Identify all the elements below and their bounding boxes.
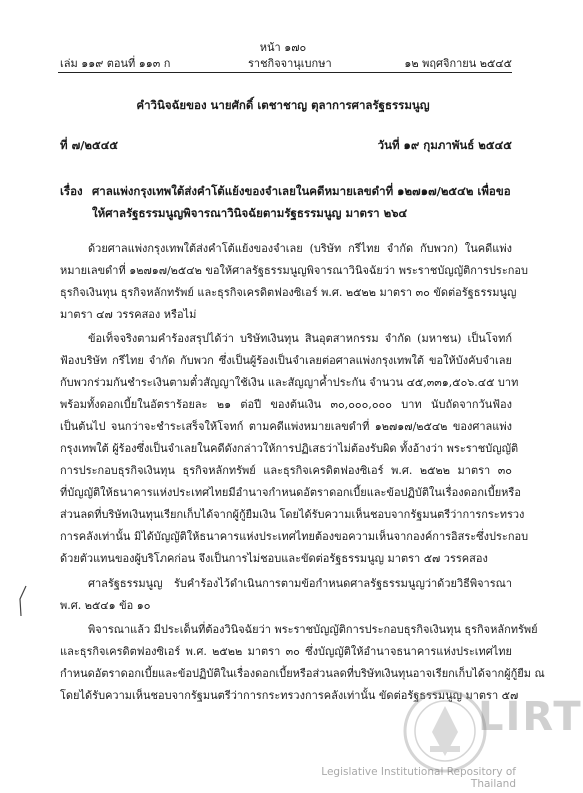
body-line: และธุรกิจเครดิตฟองซิเอร์ พ.ศ. ๒๕๒๒ มาตรา ๓๐ ซึ่งบัญญัติให้อำนาจธนาคารแห่งประเทศไทย (60, 645, 512, 658)
body-line: ข้อเท็จจริงตามคำร้องสรุปได้ว่า บริษัทเงินทุน สินอุตสาหกรรม จำกัด (มหาชน) เป็นโจทก์ (88, 332, 512, 345)
ruling-number: ที่ ๗/๒๕๔๕ (60, 138, 119, 152)
body-line: ศาลรัฐธรรมนูญ รับคำร้องไว้ดำเนินการตามข้อกำหนดศาลรัฐธรรมนูญว่าด้วยวิธีพิจารณา (88, 577, 512, 590)
body-line: การประกอบธุรกิจเงินทุน ธุรกิจหลักทรัพย์ และธุรกิจเครดิตฟองซิเอร์ พ.ศ. ๒๕๒๒ มาตรา ๓๐ (60, 464, 512, 477)
gazette-name: ราชกิจจานุเบกษา (248, 57, 332, 70)
body-line: มาตรา ๔๗ วรรคสอง หรือไม่ (60, 308, 197, 321)
body-line: กับพวกร่วมกันชำระเงินตามตั๋วสัญญาใช้เงิน และสัญญาค้ำประกัน จำนวน ๔๕,๓๓๑,๕๐๖.๔๕ บาท (60, 376, 519, 389)
body-line: ฟ้องบริษัท กรีไทย จำกัด กับพวก ซึ่งเป็นผู้ร้องเป็นจำเลยต่อศาลแพ่งกรุงเทพใต้ ขอให้บังคับจำเลย (60, 354, 512, 367)
body-line: โดยได้รับความเห็นชอบจากรัฐมนตรีว่าการกระทรวงการคลังเท่านั้น ขัดต่อรัฐธรรมนูญ มาตรา ๕๗ (60, 689, 519, 702)
repository-caption: Legislative Institutional Repository of Thailand (321, 766, 516, 790)
header-rule (58, 72, 512, 73)
body-line: กรุงเทพใต้ ผู้ร้องซึ่งเป็นจำเลยในคดีดังกล่าวให้การปฏิเสธว่าไม่ต้องรับผิด ทั้งอ้างว่า พระราชบัญญัติ (60, 442, 519, 455)
margin-bracket-mark (18, 585, 28, 617)
body-line: การคลังเท่านั้น มิได้บัญญัติให้ธนาคารแห่งประเทศไทยต้องขอความเห็นจากองค์การอิสระซึ่งประกอบ (60, 530, 529, 543)
body-line: ที่บัญญัติให้ธนาคารแห่งประเทศไทยมีอำนาจกำหนดอัตราดอกเบี้ยและข้อปฏิบัติในเรื่องดอกเบี้ยหรือ (60, 486, 521, 499)
body-line: ส่วนลดที่บริษัทเงินทุนเรียกเก็บได้จากผู้กู้ยืมเงิน โดยได้รับความเห็นชอบจากรัฐมนตรีว่าการกระทรวง (60, 508, 525, 521)
lirt-logo-watermark: LIRT (478, 694, 583, 740)
body-line: ด้วยตัวแทนของผู้บริโภคก่อน จึงเป็นการไม่ชอบและขัดต่อรัฐธรรมนูญ มาตรา ๕๗ วรรคสอง (60, 552, 488, 565)
body-line: ธุรกิจเงินทุน ธุรกิจหลักทรัพย์ และธุรกิจเครดิตฟองซิเอร์ พ.ศ. ๒๕๒๒ มาตรา ๓๐ ขัดต่อรัฐธรรมนูญ (60, 286, 517, 299)
volume-issue: เล่ม ๑๑๙ ตอนที่ ๑๑๓ ก (60, 57, 171, 70)
gazette-date: ๑๒ พฤศจิกายน ๒๕๔๕ (404, 57, 512, 70)
body-line: พ.ศ. ๒๕๔๑ ข้อ ๑๐ (60, 599, 151, 612)
page-number: หน้า ๑๗๐ (259, 41, 307, 54)
ruling-date: วันที่ ๑๙ กุมภาพันธ์ ๒๕๔๕ (377, 138, 512, 152)
subject-text: ศาลแพ่งกรุงเทพใต้ส่งคำโต้แย้งของจำเลยในคดีหมายเลขดำที่ ๑๒๗๑๗/๒๕๔๒ เพื่อขอให้ศาลรัฐธรรมนูญพิจารณาวินิจฉัยตามรัฐธรรมนูญ มาตรา ๒๖๔ (92, 184, 511, 220)
body-line: พิจารณาแล้ว มีประเด็นที่ต้องวินิจฉัยว่า พระราชบัญญัติการประกอบธุรกิจเงินทุน ธุรกิจหลักทรัพย์ (88, 623, 538, 636)
body-line: ด้วยศาลแพ่งกรุงเทพใต้ส่งคำโต้แย้งของจำเลย (บริษัท กรีไทย จำกัด กับพวก) ในคดีแพ่ง (88, 242, 512, 255)
body-line: หมายเลขดำที่ ๑๒๗๑๗/๒๕๔๒ ขอให้ศาลรัฐธรรมนูญพิจารณาวินิจฉัยว่า พระราชบัญญัติการประกอบ (60, 264, 528, 277)
ruling-title: คำวินิจฉัยของ นายศักดิ์ เตชาชาญ ตุลาการศาลรัฐธรรมนูญ (136, 98, 430, 112)
body-line: เป็นต้นไป จนกว่าจะชำระเสร็จให้โจทก์ ตามคดีแพ่งหมายเลขดำที่ ๑๒๗๑๗/๒๕๔๒ ของศาลแพ่ง (60, 420, 512, 433)
body-line: พร้อมทั้งดอกเบี้ยในอัตราร้อยละ ๒๑ ต่อปี ของต้นเงิน ๓๐,๐๐๐,๐๐๐ บาท นับถัดจากวันฟ้อง (60, 398, 512, 411)
body-line: กำหนดอัตราดอกเบี้ยและข้อปฏิบัติในเรื่องดอกเบี้ยหรือส่วนลดที่บริษัทเงินทุนอาจเรียกเก็บได้จากผู้กู้ยืม ณ (60, 667, 545, 680)
subject-label: เรื่อง (60, 184, 83, 198)
parliament-seal-watermark (402, 688, 488, 774)
